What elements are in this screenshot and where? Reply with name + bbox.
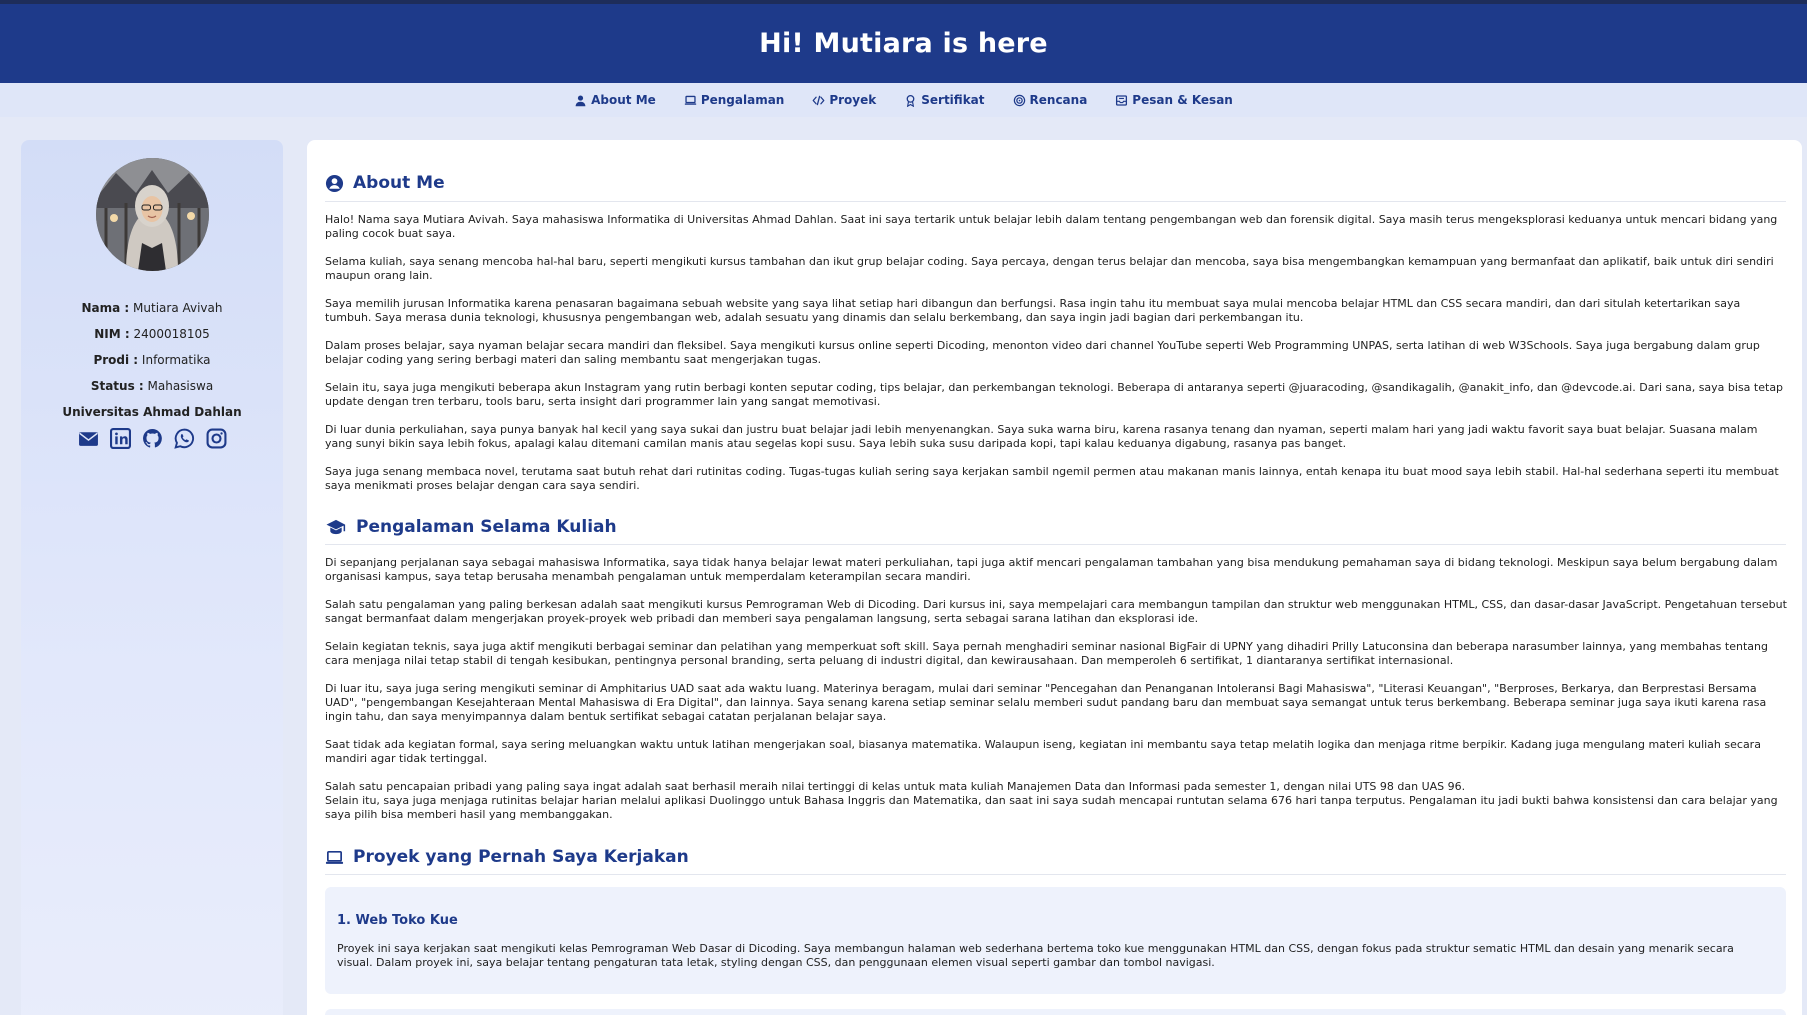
graduation-cap-icon — [325, 518, 347, 537]
user-circle-icon — [325, 174, 344, 193]
laptop-icon — [684, 94, 697, 107]
social-links — [21, 428, 283, 449]
page-header — [0, 4, 1807, 83]
experience-paragraph: Di sepanjang perjalanan saya sebagai mahasiswa Informatika, saya tidak hanya belajar lewat materi perkuliahan, tapi juga aktif mencari pengalaman tambahan yang bisa mendukung pemahaman saya di bidang teknologi. Meskipun saya belum bergabung dalam organisasi kampus, saya tetap berusaha menambah pengalaman untuk memperdalam keterampilan secara mandiri. — [325, 556, 1778, 583]
prodi-value: Informatika — [141, 353, 211, 367]
experience-paragraph: Di luar itu, saya juga sering mengikuti seminar di Amphitarius UAD saat ada waktu luang. Materinya beragam, mulai dari seminar "Pencegahan dan Penanganan Intoleransi Bagi Mahasiswa", "Literasi Keuangan", "Berproses, Berkarya, dan Berprestasi Bersama UAD", "pengembangan Kesejahteraan Mental Mahasiswa di Era Digital", dan lainnya. Saya senang karena setiap seminar selalu memberi sudut pandang baru dan membuat saya semangat untuk terus berkembang. Beberapa seminar juga saya ikuti karena rasa ingin tahu, dan saya menyimpannya dalam bentuk sertifikat sebagai catatan perjalanan belajar saya. — [325, 682, 1767, 723]
about-section-title — [325, 173, 445, 193]
nav-label: Rencana — [1029, 93, 1088, 107]
experience-paragraph: Salah satu pencapaian pribadi yang paling saya ingat adalah saat berhasil meraih nilai tertinggi di kelas untuk mata kuliah Manajemen Data dan Informasi pada semester 1, dengan nilai UTS 98 dan UAS 96. — [325, 780, 1466, 793]
award-icon — [904, 94, 917, 107]
project-title: 1. Web Toko Kue — [337, 913, 458, 928]
linkedin-icon[interactable] — [110, 428, 131, 449]
main-nav — [0, 83, 1807, 117]
nim-value: 2400018105 — [133, 327, 210, 341]
experience-paragraph: Saat tidak ada kegiatan formal, saya sering meluangkan waktu untuk latihan mengerjakan soal, biasanya matematika. Walaupun iseng, kegiatan ini membantu saya tetap melatih logika dan menjaga ritme berpikir. Kadang juga mengulang materi kuliah secara mandiri agar tidak tertinggal. — [325, 738, 1761, 765]
about-paragraph: Selama kuliah, saya senang mencoba hal-hal baru, seperti mengikuti kursus tambahan dan ikut grup belajar coding. Saya percaya, dengan terus belajar dan mencoba, saya bisa mengembangkan kemampuan yang bermanfaat dan aplikatif, baik untuk diri sendiri maupun orang lain. — [325, 255, 1774, 282]
profile-university: Universitas Ahmad Dahlan — [62, 405, 242, 419]
about-title-text: About Me — [353, 173, 445, 193]
nav-label: Sertifikat — [921, 93, 985, 107]
profile-nim — [21, 327, 283, 341]
about-paragraph: Saya juga senang membaca novel, terutama saat butuh rehat dari rutinitas coding. Tugas-tugas kuliah sering saya kerjakan sambil ngemil permen atau makanan manis lainnya, entah kenapa itu buat mood saya lebih stabil. Hal-hal sederhana seperti itu membuat saya menikmati proses belajar dengan cara saya sendiri. — [325, 465, 1779, 492]
about-paragraph: Selain itu, saya juga mengikuti beberapa akun Instagram yang rutin berbagi konten seputar coding, tips belajar, dan perkembangan teknologi. Beberapa di antaranya seperti @juaracoding, @sandikagalih, @anakit_info, dan @devcode.ai. Dari sana, saya bisa tetap update dengan tren terbaru, tools baru, serta insight dari programmer lain yang sangat memotivasi. — [325, 381, 1784, 408]
experience-section-title — [325, 517, 617, 537]
nav-pesan-kesan[interactable] — [1115, 93, 1233, 107]
status-value: Mahasiswa — [147, 379, 214, 393]
projects-section-title — [325, 847, 689, 867]
profile-prodi — [21, 353, 283, 367]
about-paragraph: Saya memilih jurusan Informatika karena penasaran bagaimana sebuah website yang saya lihat setiap hari dibangun dan berfungsi. Rasa ingin tahu itu membuat saya mulai mencoba belajar HTML dan CSS secara mandiri, dan dari situlah ketertarikan saya tumbuh. Saya merasa dunia teknologi, khususnya pengembangan web, adalah sesuatu yang dinamis dan selalu berkembang, dan saya ingin jadi bagian dari perkembangan itu. — [325, 297, 1741, 324]
avatar — [96, 158, 209, 271]
laptop-icon — [325, 848, 344, 867]
about-paragraph: Di luar dunia perkuliahan, saya punya banyak hal kecil yang saya sukai dan justru buat belajar jadi lebih menyenangkan. Saya suka warna biru, karena rasanya tenang dan nyaman, seperti malam hari yang jadi waktu favorit saya buat belajar. Suasana malam yang sunyi bikin saya lebih fokus, apalagi kalau ditemani camilan manis atau segelas kopi susu. Saya lebih suka susu daripada kopi, tapi kalau keduanya digabung, rasanya pas banget. — [325, 423, 1758, 450]
user-icon — [574, 94, 587, 107]
nav-sertifikat[interactable] — [904, 93, 984, 107]
experience-title-text: Pengalaman Selama Kuliah — [356, 517, 617, 537]
about-paragraph: Dalam proses belajar, saya nyaman belajar secara mandiri dan fleksibel. Saya mengikuti kursus online seperti Dicoding, menonton video dari channel YouTube seperti Web Programming UNPAS, serta latihan di web W3Schools. Saya juga bergabung dalam grup belajar coding yang sering berbagi materi dan saling membantu saat mengerjakan tugas. — [325, 339, 1760, 366]
about-paragraph: Halo! Nama saya Mutiara Avivah. Saya mahasiswa Informatika di Universitas Ahmad Dahlan. Saat ini saya tertarik untuk belajar lebih dalam tentang pengembangan web dan forensik digital. Saya masih terus mengeksplorasi keduanya untuk mencari bidang yang paling cocok buat saya. — [325, 213, 1778, 240]
code-icon — [812, 94, 825, 107]
nim-label: NIM : — [94, 327, 130, 341]
project-description: Proyek ini saya kerjakan saat mengikuti kelas Pemrograman Web Dasar di Dicoding. Saya membangun halaman web sederhana bertema toko kue menggunakan HTML dan CSS, dengan fokus pada struktur sematic HTML dan desain yang menarik secara visual. Dalam proyek ini, saya belajar tentang pengaturan tata letak, styling dengan CSS, dan penggunaan elemen visual seperti gambar dan tombol navigasi. — [337, 942, 1734, 969]
nav-about-me[interactable] — [574, 93, 656, 107]
target-icon — [1013, 94, 1026, 107]
experience-paragraph: Salah satu pengalaman yang paling berkesan adalah saat mengikuti kursus Pemrograman Web di Dicoding. Dari kursus ini, saya mempelajari cara membangun tampilan dan struktur web menggunakan HTML, CSS, dan dasar-dasar JavaScript. Pengetahuan tersebut sangat bermanfaat dalam mengerjakan proyek-proyek web pribadi dan memberi saya pengalaman langsung, serta sebagai sarana latihan dan eksplorasi ide. — [325, 598, 1787, 625]
divider — [325, 201, 1786, 202]
nav-rencana[interactable] — [1013, 93, 1088, 107]
profile-nama — [21, 301, 283, 315]
email-icon[interactable] — [78, 428, 99, 449]
nav-pengalaman[interactable] — [684, 93, 785, 107]
prodi-label: Prodi : — [93, 353, 139, 367]
page-title: Hi! Mutiara is here — [759, 28, 1048, 59]
project-card — [325, 887, 1786, 994]
divider — [325, 544, 1786, 545]
project-card — [325, 1009, 1786, 1015]
nav-label: Pesan & Kesan — [1132, 93, 1233, 107]
nav-label: Pengalaman — [700, 93, 785, 107]
experience-paragraph: Selain itu, saya juga menjaga rutinitas belajar harian melalui aplikasi Duolinggo untuk Bahasa Inggris dan Matematika, dan saat ini saya sudah mencapai runtutan selama 676 hari tanpa terputus. Pengalaman itu jadi bukti bahwa konsistensi dan cara belajar yang saya pilih bisa memberi hasil yang membanggakan. — [325, 794, 1778, 821]
github-icon[interactable] — [142, 428, 163, 449]
experience-paragraph: Selain kegiatan teknis, saya juga aktif mengikuti berbagai seminar dan pelatihan yang memperkuat soft skill. Saya pernah menghadiri seminar nasional BigFair di UPNY yang dihadiri Prilly Latuconsina dan beberapa narasumber lainnya, yang membahas tentang cara menjaga nilai tetap stabil di tengah kesibukan, pentingnya personal branding, serta peluang di industri digital, dan kewirausahaan. Dan memperoleh 6 sertifikat, 1 diantaranya sertifikat internasional. — [325, 640, 1768, 667]
projects-title-text: Proyek yang Pernah Saya Kerjakan — [353, 847, 689, 867]
whatsapp-icon[interactable] — [174, 428, 195, 449]
nama-label: Nama : — [81, 301, 130, 315]
nav-proyek[interactable] — [812, 93, 876, 107]
divider — [325, 874, 1786, 875]
status-label: Status : — [90, 379, 144, 393]
inbox-icon — [1115, 94, 1128, 107]
instagram-icon[interactable] — [206, 428, 227, 449]
profile-sidebar — [21, 140, 283, 1015]
main-content — [307, 140, 1802, 1015]
nav-label: About Me — [591, 93, 656, 107]
nama-value: Mutiara Avivah — [133, 301, 223, 315]
nav-label: Proyek — [829, 93, 877, 107]
profile-status — [21, 379, 283, 393]
